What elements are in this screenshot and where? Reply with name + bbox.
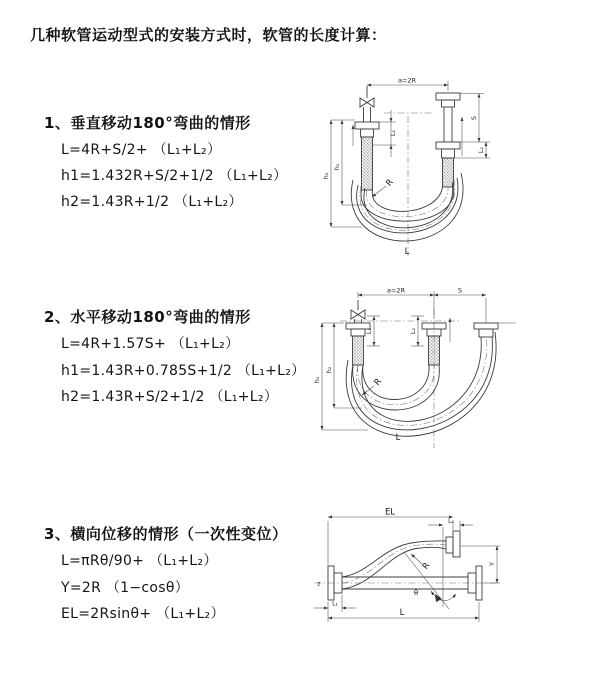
- valve-icon: [351, 310, 365, 319]
- flange: [436, 93, 460, 100]
- hose-braid-left: [362, 137, 373, 190]
- left-pipe-assembly: [355, 86, 379, 190]
- dim-label-h2: h₂: [325, 366, 333, 374]
- section-1-heading: 1、垂直移动180°弯曲的情形: [44, 114, 251, 132]
- formula-line: L=4R+1.57S+ （L₁+L₂）: [61, 336, 240, 352]
- hose-braid: [353, 336, 364, 365]
- angle-pointer: [435, 594, 442, 602]
- right-pipe-assembly: [436, 93, 460, 187]
- middle-pipe-assembly: [422, 323, 446, 365]
- dim-label-l1: L₁: [365, 327, 373, 335]
- dim-label-h1: h₁: [313, 376, 321, 384]
- formula-line: EL=2Rsinθ+ （L₁+L₂）: [61, 606, 225, 622]
- right-pipe-assembly: [474, 323, 498, 337]
- dim-label-h2: h₂: [333, 163, 341, 171]
- dim-label-a2r: a=2R: [397, 76, 417, 85]
- hose-centerline: [358, 365, 435, 405]
- radius-leader: [411, 554, 422, 564]
- page-title: 几种软管运动型式的安装方式时，软管的长度计算：: [30, 26, 387, 44]
- dim-label-s: S: [470, 115, 478, 121]
- valve-icon: [360, 98, 374, 107]
- dim-label-el: EL: [384, 507, 396, 518]
- dim-label-l2: L₂: [448, 518, 454, 525]
- formula-line: h1=1.432R+S/2+1/2 （L₁+L₂）: [61, 168, 288, 184]
- radius-label: R: [420, 560, 433, 572]
- dim-label-l1: L₁: [332, 600, 338, 608]
- hose-braid: [429, 336, 440, 365]
- flange: [453, 531, 460, 557]
- length-label: L: [399, 608, 405, 618]
- upper-flange-assembly: [446, 531, 460, 557]
- diagram-vertical-180-bend: [310, 70, 590, 260]
- angle-arc: [431, 591, 456, 601]
- dim-label-h1: h₁: [322, 172, 330, 180]
- dim-label-s: S: [457, 286, 463, 295]
- dim-label-l1: L₁: [389, 129, 397, 137]
- flange: [355, 122, 379, 129]
- dimensions: [331, 81, 490, 227]
- section-2-heading: 2、水平移动180°弯曲的情形: [44, 308, 251, 326]
- radius-label: R: [384, 177, 396, 189]
- length-label: L: [395, 433, 401, 443]
- formula-line: h2=1.43R+S/2+1/2 （L₁+L₂）: [61, 389, 279, 405]
- dim-label-l2: L₂: [477, 146, 485, 154]
- dim-label-y: Y: [488, 562, 496, 566]
- angle-label: θ: [413, 589, 419, 597]
- formula-line: L=πRθ/90+ （L₁+L₂）: [61, 553, 218, 569]
- diagram-horizontal-180-bend: [310, 280, 600, 455]
- flange: [474, 323, 498, 329]
- radius-label: R: [372, 376, 384, 388]
- flange: [436, 142, 460, 149]
- dim-label-l2: L₂: [409, 327, 417, 335]
- diagram-lateral-displacement: [298, 495, 598, 655]
- centerline-mark: z: [317, 580, 321, 588]
- formula-line: Y=2R （1−cosθ）: [61, 580, 190, 596]
- length-label: L: [404, 247, 410, 257]
- formula-line: h1=1.43R+0.785S+1/2 （L₁+L₂）: [61, 363, 306, 379]
- radius-leader: [372, 186, 386, 197]
- hose-displaced-position: [342, 541, 446, 589]
- formula-line: h2=1.43R+1/2 （L₁+L₂）: [61, 194, 243, 210]
- section-3-heading: 3、横向位移的情形（一次性变位）: [44, 525, 288, 543]
- formula-line: L=4R+S/2+ （L₁+L₂）: [61, 142, 222, 158]
- hose-u-bend: [346, 332, 496, 436]
- hose-centerline: [360, 180, 455, 230]
- dimensions: [314, 517, 500, 622]
- dim-label-a2r: a=2R: [386, 286, 406, 295]
